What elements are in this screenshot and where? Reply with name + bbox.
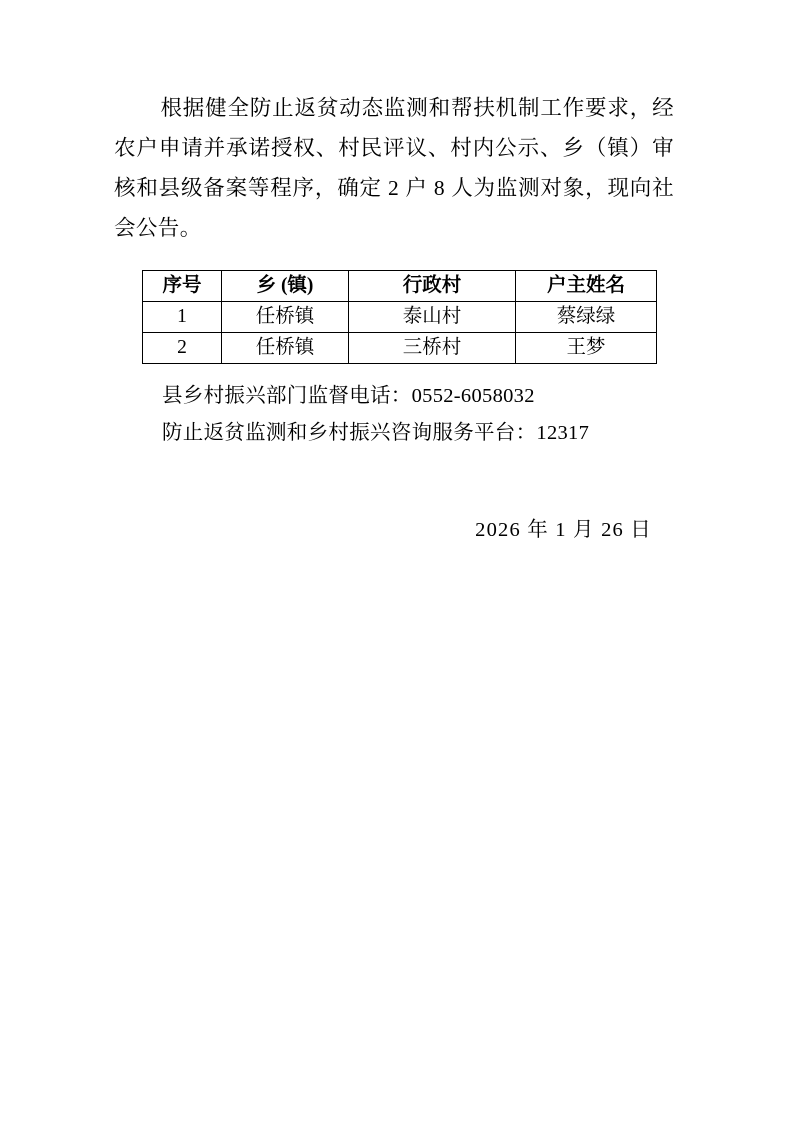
cell-householder: 王梦	[516, 333, 657, 364]
body-paragraph	[114, 88, 674, 248]
table-header	[143, 271, 657, 302]
table-body	[143, 302, 657, 364]
cell-village: 三桥村	[349, 333, 516, 364]
document-date: 2026 年 1 月 26 日	[475, 519, 652, 541]
cell-householder: 蔡绿绿	[516, 302, 657, 333]
body-paragraph-text: 根据健全防止返贫动态监测和帮扶机制工作要求，经农户申请并承诺授权、村民评议、村内公示、乡（镇）审核和县级备案等程序，确定 2 户 8 人为监测对象，现向社会公告。	[114, 96, 674, 240]
column-header-village: 行政村	[349, 271, 516, 302]
cell-township: 任桥镇	[222, 302, 349, 333]
cell-serial: 1	[143, 302, 222, 333]
monitoring-objects-table	[142, 270, 657, 364]
service-platform-line: 防止返贫监测和乡村振兴咨询服务平台：12317	[162, 422, 590, 444]
contact-block	[162, 378, 674, 452]
table-row	[143, 333, 657, 364]
cell-village: 泰山村	[349, 302, 516, 333]
cell-township: 任桥镇	[222, 333, 349, 364]
supervision-phone-line: 县乡村振兴部门监督电话：0552-6058032	[162, 385, 535, 407]
column-header-serial: 序号	[143, 271, 222, 302]
table-row	[143, 302, 657, 333]
document-content	[114, 88, 674, 542]
cell-serial: 2	[143, 333, 222, 364]
column-header-householder: 户主姓名	[516, 271, 657, 302]
table-header-row	[143, 271, 657, 302]
column-header-township: 乡 (镇)	[222, 271, 349, 302]
